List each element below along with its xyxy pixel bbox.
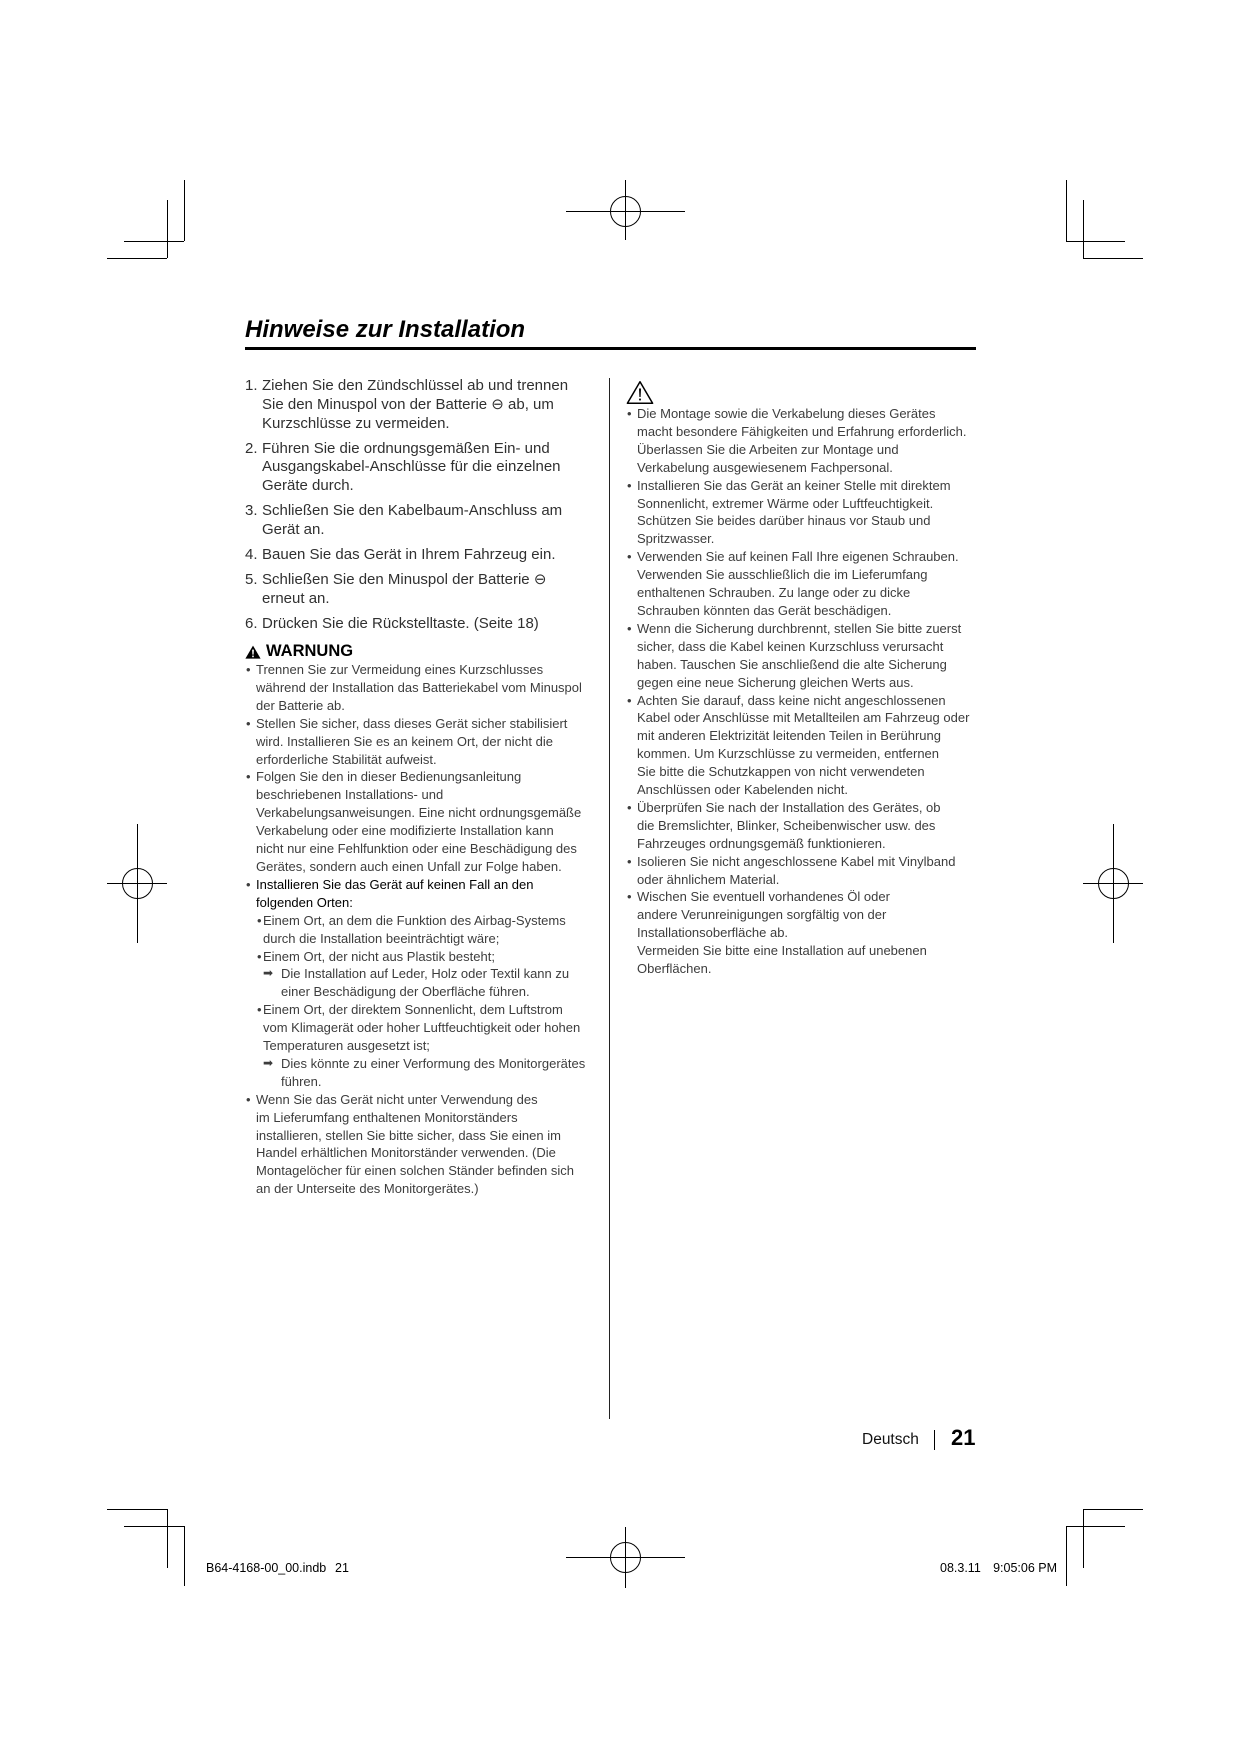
text-line: enthaltenen Schrauben. Zu lange oder zu dicke (637, 585, 911, 601)
text-line: sicher, dass die Kabel keinen Kurzschluss verursacht (637, 638, 944, 654)
warning-bullet-list (246, 661, 602, 1198)
step-number: 4. (245, 545, 258, 563)
text-line: Einem Ort, an dem die Funktion des Airbag-Systems (263, 912, 566, 928)
bullet-marker: • (627, 889, 632, 905)
text-line: Isolieren Sie nicht angeschlossene Kabel mit Vinylband (637, 853, 956, 869)
installation-step (245, 377, 597, 433)
text-line: Gerät an. (262, 520, 325, 538)
registration-mark-bottom (566, 1527, 685, 1588)
bullet-item (627, 620, 987, 692)
bullet-text (637, 548, 987, 620)
text-line: der Batterie ab. (256, 697, 345, 713)
title-rule (245, 347, 976, 350)
bullet-item (627, 477, 987, 549)
bullet-marker: • (246, 876, 251, 892)
sub-bullet-text (263, 1001, 602, 1055)
installation-step (245, 546, 597, 565)
step-text (262, 571, 597, 609)
text-line: beschriebenen Installations- und (256, 787, 444, 803)
sub-bullet-text (263, 948, 602, 966)
text-line: oder ähnlichem Material. (637, 871, 780, 887)
text-line: Verwenden Sie auf keinen Fall Ihre eigenen Schrauben. (637, 549, 959, 565)
bullet-item (246, 661, 602, 715)
step-number: 6. (245, 614, 258, 632)
installation-step (245, 440, 597, 496)
bullet-item (246, 768, 602, 875)
text-line: Verwenden Sie ausschließlich die im Lieferumfang (637, 567, 928, 583)
text-line: Sonnenlicht, extremer Wärme oder Luftfeuchtigkeit. (637, 495, 934, 511)
text-line: Ziehen Sie den Zündschlüssel ab und trennen (262, 377, 569, 394)
arrow-right-icon: ➡ (263, 1055, 274, 1070)
bullet-marker: • (627, 549, 632, 565)
text-line: während der Installation das Batteriekabel vom Minuspol (256, 679, 582, 695)
text-line: Installationsoberfläche ab. (637, 925, 789, 941)
text-line: Gerätes, sondern auch einen Unfall zur Folge haben. (256, 858, 562, 874)
warning-triangle-icon (245, 645, 261, 659)
text-line: Handel erhältlichen Monitorständer verwenden. (Die (256, 1145, 556, 1161)
step-text (262, 440, 597, 496)
sub-bullet-text (281, 965, 602, 1001)
step-number: 3. (245, 502, 258, 520)
bullet-text (637, 888, 987, 978)
text-line: gegen eine neue Sicherung gleichen Werts aus. (637, 674, 914, 690)
bullet-marker: • (246, 715, 251, 731)
text-line: Einem Ort, der nicht aus Plastik besteht; (263, 948, 495, 964)
column-divider (609, 378, 610, 1419)
crop-mark-bottom-left (107, 1509, 185, 1586)
text-line: durch die Installation beeinträchtigt wäre; (263, 930, 500, 946)
installation-step (245, 502, 597, 540)
text-line: Die Installation auf Leder, Holz oder Textil kann zu (281, 966, 570, 982)
bullet-text (637, 853, 987, 889)
footer-language: Deutsch (862, 1431, 919, 1448)
text-line: Einem Ort, der direktem Sonnenlicht, dem Luftstrom (263, 1002, 563, 1018)
step-number: 2. (245, 439, 258, 457)
text-line: Dies könnte zu einer Verformung des Monitorgerätes (281, 1055, 586, 1071)
text-line: Führen Sie die ordnungsgemäßen Ein- und (262, 439, 550, 457)
sub-bullet-text (281, 1055, 602, 1091)
bullet-item (627, 888, 987, 978)
bullet-marker: • (627, 692, 632, 708)
text-line: Folgen Sie den in dieser Bedienungsanleitung (256, 769, 522, 785)
text-line: Schrauben könnten das Gerät beschädigen. (637, 602, 892, 618)
sub-bullet-item (256, 912, 602, 948)
text-line: Verkabelung ausgewiesenem Fachpersonal. (637, 459, 893, 475)
bullet-text (256, 1091, 602, 1198)
bullet-marker: • (627, 406, 632, 421)
registration-mark-top (566, 180, 685, 240)
bullet-text (637, 477, 987, 549)
bullet-text (256, 768, 602, 875)
sub-bullet-text (263, 912, 602, 948)
bullet-text (637, 799, 987, 853)
bullet-marker: • (627, 853, 632, 869)
text-line: Anschlüssen oder Kabelenden nicht. (637, 782, 849, 798)
text-line: Sie den Minuspol von der Batterie ⊖ ab, um (262, 395, 554, 413)
bullet-text (637, 692, 987, 799)
text-line: Überprüfen Sie nach der Installation des Gerätes, ob (637, 799, 941, 815)
registration-mark-right (1083, 824, 1143, 943)
text-line: Spritzwasser. (637, 531, 715, 547)
bullet-marker: • (627, 799, 632, 815)
text-line: Sie bitte die Schutzkappen von nicht verwendeten (637, 764, 925, 780)
sub-bullet-marker: • (257, 1002, 262, 1018)
text-line: die Bremslichter, Blinker, Scheibenwischer usw. des (637, 817, 936, 833)
step-text (262, 377, 597, 433)
text-line: mit anderen Elektrizität leitenden Teilen in Berührung (637, 728, 941, 744)
step-text (262, 615, 597, 634)
text-line: Kabel oder Anschlüsse mit Metallteilen am Fahrzeug oder (637, 710, 970, 726)
text-line: Schützen Sie beides darüber hinaus vor Staub und (637, 513, 931, 529)
step-number: 5. (245, 570, 258, 588)
bullet-text (256, 661, 602, 715)
bullet-marker: • (246, 769, 251, 785)
bullet-item (627, 405, 987, 477)
consequence-item (256, 965, 602, 1001)
text-line: Wenn Sie das Gerät nicht unter Verwendung des (256, 1091, 538, 1107)
bullet-marker: • (246, 1091, 251, 1107)
bullet-marker: • (246, 662, 251, 677)
text-line: Kurzschlüsse zu vermeiden. (262, 414, 450, 432)
text-line: Installieren Sie das Gerät auf keinen Fall an den (256, 876, 534, 892)
crop-mark-top-right (1066, 180, 1143, 259)
warning-heading (245, 642, 353, 661)
footer-separator (934, 1430, 935, 1450)
text-line: folgenden Orten: (256, 894, 353, 910)
step-text (262, 546, 597, 565)
bullet-item (627, 799, 987, 853)
bullet-item (627, 692, 987, 799)
bullet-text (256, 715, 602, 769)
bullet-item (246, 1091, 602, 1198)
text-line: kommen. Um Kurzschlüsse zu vermeiden, entfernen (637, 746, 940, 762)
text-line: Installieren Sie das Gerät an keiner Stelle mit direktem (637, 477, 951, 493)
step-number: 1. (245, 377, 258, 394)
text-line: Wischen Sie eventuell vorhandenes Öl oder (637, 889, 890, 905)
registration-mark-left (107, 824, 167, 943)
text-line: Oberflächen. (637, 961, 712, 977)
text-line: Die Montage sowie die Verkabelung dieses Gerätes (637, 406, 936, 421)
sub-bullet-item (256, 948, 602, 966)
text-line: nicht nur eine Fehlfunktion oder eine Beschädigung des (256, 841, 577, 857)
bullet-item (627, 853, 987, 889)
text-line: Überlassen Sie die Arbeiten zur Montage und (637, 441, 899, 457)
caution-triangle-icon (626, 380, 654, 405)
text-line: erforderliche Stabilität aufweist. (256, 751, 437, 767)
text-line: Wenn die Sicherung durchbrennt, stellen Sie bitte zuerst (637, 620, 962, 636)
installation-step (245, 615, 597, 634)
text-line: Stellen Sie sicher, dass dieses Gerät sicher stabilisiert (256, 715, 568, 731)
slug-page: 21 (335, 1561, 349, 1575)
slug-time: 9:05:06 PM (993, 1561, 1057, 1575)
text-line: führen. (281, 1073, 322, 1089)
text-line: vom Klimagerät oder hoher Luftfeuchtigkeit oder hohen (263, 1020, 581, 1036)
crop-mark-bottom-right (1066, 1509, 1143, 1586)
text-line: andere Verunreinigungen sorgfältig von der (637, 907, 887, 923)
text-line: Temperaturen ausgesetzt ist; (263, 1038, 430, 1054)
bullet-item (627, 548, 987, 620)
sub-bullet-marker: • (257, 912, 262, 928)
text-line: Montagelöcher für einen solchen Ständer befinden sich (256, 1163, 574, 1179)
text-line: installieren, stellen Sie bitte sicher, dass Sie einen im (256, 1127, 561, 1143)
installation-step (245, 571, 597, 609)
consequence-item (256, 1055, 602, 1091)
text-line: Vermeiden Sie bitte eine Installation auf unebenen (637, 943, 927, 959)
text-line: erneut an. (262, 589, 330, 607)
step-text (262, 502, 597, 540)
crop-mark-top-left (107, 180, 185, 259)
text-line: macht besondere Fähigkeiten und Erfahrung erforderlich. (637, 423, 967, 439)
text-line: Bauen Sie das Gerät in Ihrem Fahrzeug ein. (262, 545, 556, 563)
bullet-text (256, 876, 602, 912)
text-line: Geräte durch. (262, 477, 354, 495)
text-line: Ausgangskabel-Anschlüsse für die einzelnen (262, 458, 561, 476)
text-line: einer Beschädigung der Oberfläche führen. (281, 984, 530, 1000)
text-line: Achten Sie darauf, dass keine nicht angeschlossenen (637, 692, 946, 708)
text-line: Verkabelungsanweisungen. Eine nicht ordnungsgemäße (256, 805, 582, 821)
page-number: 21 (951, 1425, 976, 1450)
text-line: wird. Installieren Sie es an keinem Ort, der nicht die (256, 733, 553, 749)
text-line: im Lieferumfang enthaltenen Monitorständers (256, 1109, 518, 1125)
caution-bullet-list (627, 405, 987, 978)
text-line: Fahrzeuges ordnungsgemäß funktionieren. (637, 835, 886, 851)
bullet-item (246, 876, 602, 1091)
warning-heading-label: WARNUNG (266, 642, 354, 660)
text-line: an der Unterseite des Monitorgerätes.) (256, 1181, 479, 1197)
sub-bullet-item (256, 1001, 602, 1055)
installation-steps (245, 377, 597, 634)
text-line: Schließen Sie den Minuspol der Batterie ⊖ (262, 570, 547, 588)
text-line: Trennen Sie zur Vermeidung eines Kurzschlusses (256, 662, 544, 677)
bullet-text (637, 620, 987, 692)
arrow-right-icon: ➡ (263, 966, 274, 981)
text-line: haben. Tauschen Sie anschließend die alte Sicherung (637, 656, 947, 672)
bullet-item (246, 715, 602, 769)
text-line: Verkabelung oder eine modifizierte Installation kann (256, 823, 554, 839)
text-line: Drücken Sie die Rückstelltaste. (Seite 18) (262, 614, 539, 632)
text-line: Schließen Sie den Kabelbaum-Anschluss am (262, 502, 563, 520)
slug-filename: B64-4168-00_00.indb (206, 1561, 327, 1575)
slug-date: 08.3.11 (940, 1561, 981, 1575)
bullet-marker: • (627, 477, 632, 493)
sub-bullet-marker: • (257, 948, 262, 964)
bullet-text (637, 405, 987, 477)
bullet-marker: • (627, 620, 632, 636)
page-title: Hinweise zur Installation (245, 316, 526, 343)
